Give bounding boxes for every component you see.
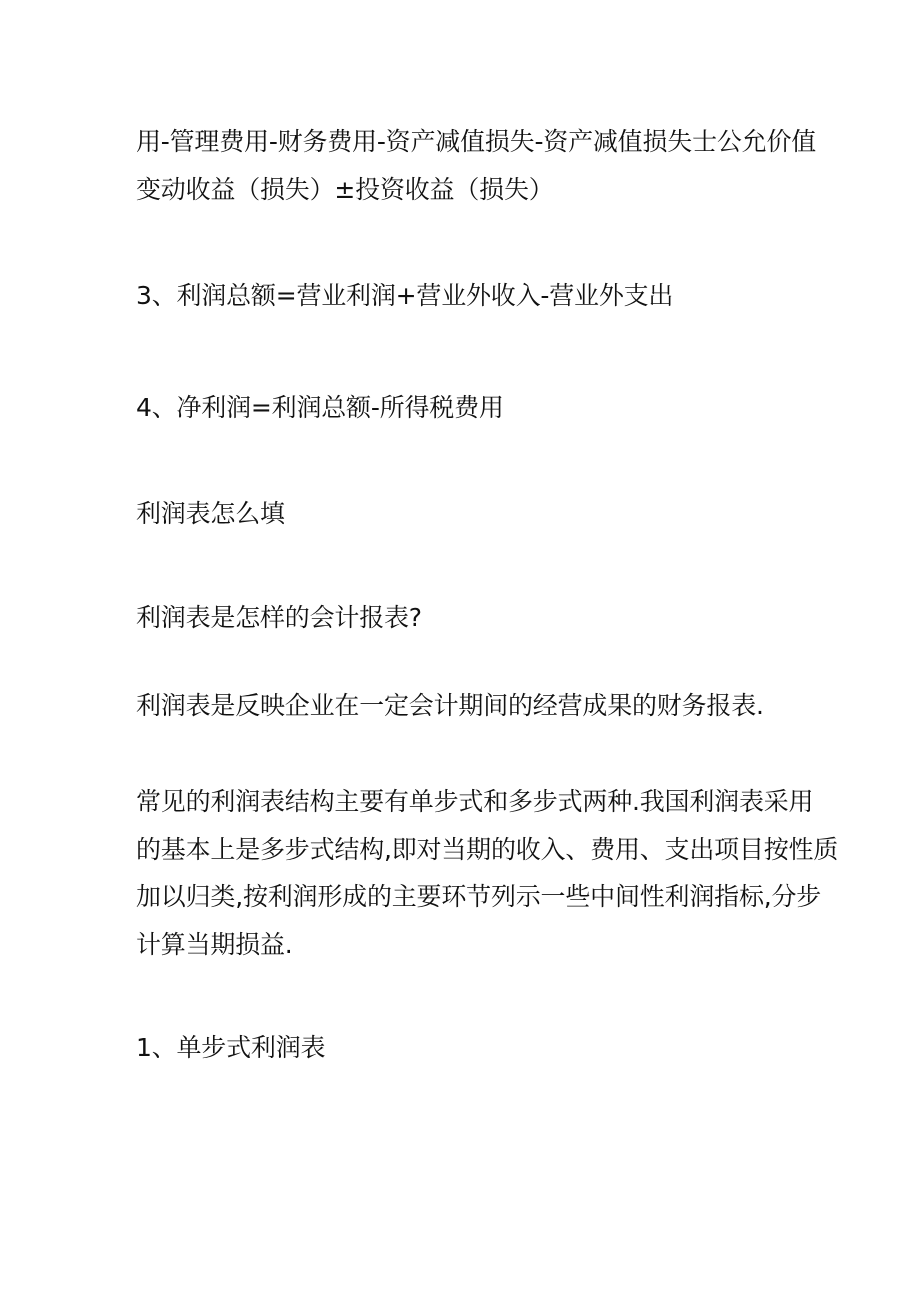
question-what-is-income-statement: 利润表是怎样的会计报表? <box>136 603 422 632</box>
formula-net-profit: 4、净利润=利润总额-所得税费用 <box>136 393 504 422</box>
formula-continuation-line-1: 用-管理费用-财务费用-资产减值损失-资产减值损失士公允价值 <box>136 127 817 156</box>
subheading-single-step: 1、单步式利润表 <box>136 1033 326 1062</box>
structure-paragraph-line-1: 常见的利润表结构主要有单步式和多步式两种.我国利润表采用 <box>136 787 814 816</box>
definition-paragraph: 利润表是反映企业在一定会计期间的经营成果的财务报表. <box>136 691 764 720</box>
structure-paragraph-line-3: 加以归类,按利润形成的主要环节列示一些中间性利润指标,分步 <box>136 882 822 911</box>
section-heading-how-to-fill: 利润表怎么填 <box>136 499 285 528</box>
formula-total-profit: 3、利润总额=营业利润+营业外收入-营业外支出 <box>136 281 674 310</box>
formula-continuation-line-2: 变动收益（损失）±投资收益（损失） <box>136 175 554 204</box>
structure-paragraph-line-4: 计算当期损益. <box>136 930 293 959</box>
structure-paragraph-line-2: 的基本上是多步式结构,即对当期的收入、费用、支出项目按性质 <box>136 835 839 864</box>
